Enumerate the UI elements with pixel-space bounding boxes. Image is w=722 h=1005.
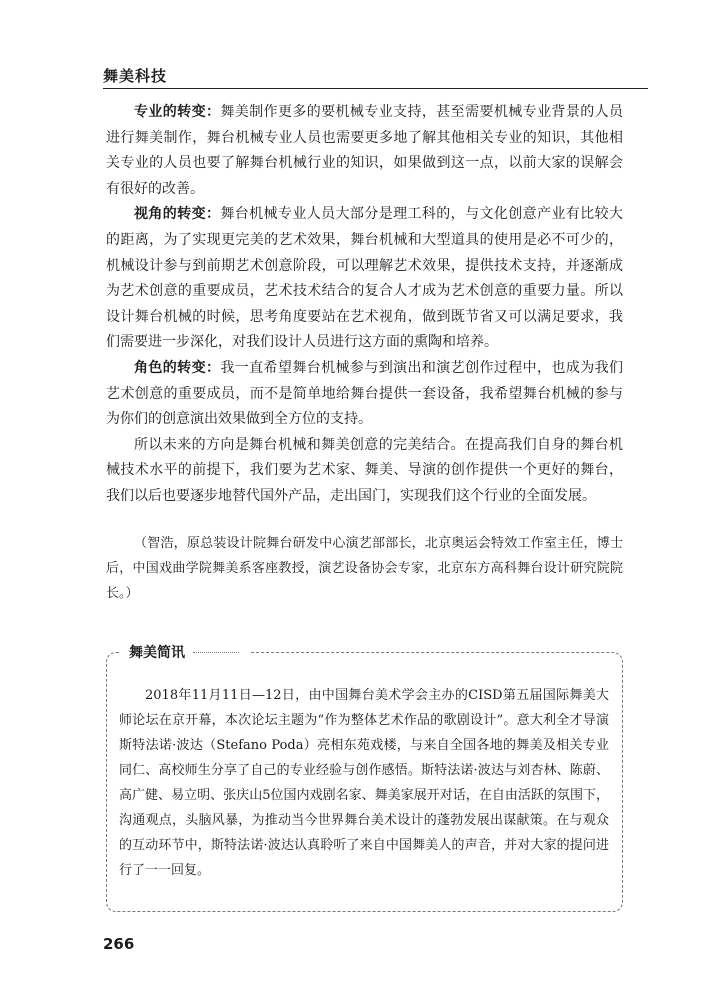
paragraph-text: 所以未来的方向是舞台机械和舞美创意的完美结合。在提高我们自身的舞台机械技术水平的前提下，我们要为艺术家、舞美、导演的创作提供一个更好的舞台，我们以后也要逐步地替代国外产品，走出国门，实现我们这个行业的全面发展。 [106, 436, 623, 504]
news-box-title [119, 642, 249, 662]
paragraph-lead: 角色的转变： [134, 359, 221, 376]
news-body-text: 2018年11月11日—12日，由中国舞台美术学会主办的CISD第五届国际舞美大师论坛在京开幕，本次论坛主题为“作为整体艺术作品的歌剧设计”。意大利全才导演斯特法诺·波达（Stefano Poda）亮相东苑戏楼，与来自全国各地的舞美及相关专业同仁、高校师生分享了自己的专业经验与创作感悟。斯特法诺·波达与刘杏林、陈蔚、高广健、易立明、张庆山5位国内戏剧名家、舞美家展开对话，在自由活跃的氛围下，沟通观点，头脑风暴，为推动当今世界舞台美术设计的蓬勃发展出谋献策。在与观众的互动环节中，斯特法诺·波达认真聆听了来自中国舞美人的声音，并对大家的提问进行了一一回复。 [119, 688, 609, 878]
paragraph-lead: 视角的转变： [134, 206, 221, 223]
paragraph-text: 我一直希望舞台机械参与到演出和演艺创作过程中，也成为我们艺术创意的重要成员，而不是简单地给舞台提供一套设备，我希望舞台机械的参与为你们的创意演出效果做到全方位的支持。 [106, 359, 624, 428]
paragraph-perspective-shift [106, 202, 623, 356]
news-box [106, 645, 623, 912]
article-body [106, 100, 623, 510]
paragraph-future-direction [106, 433, 623, 510]
header-title: 舞美科技 [103, 67, 168, 85]
author-bio-text: （智浩，原总装设计院舞台研发中心演艺部部长，北京奥运会特效工作室主任，博士后，中国戏曲学院舞美系客座教授，演艺设备协会专家，北京东方高科舞台设计研究院院长。） [106, 536, 623, 601]
page-number: 266 [103, 935, 135, 953]
paragraph-text: 舞美制作更多的要机械专业支持，甚至需要机械专业背景的人员进行舞美制作，舞台机械专业人员也需要更多地了解其他相关专业的知识，其他相关专业的人员也要了解舞台机械行业的知识，如果做到这一点，以前大家的误解会有很好的改善。 [106, 104, 624, 197]
paragraph-text: 舞台机械专业人员大部分是理工科的，与文化创意产业有比较大的距离，为了实现更完美的艺术效果，舞台机械和大型道具的使用是必不可少的，机械设计参与到前期艺术创意阶段，可以理解艺术效果，提供技术支持，并逐渐成为艺术创意的重要成员，艺术技术结合的复合人才成为艺术创意的重要力量。所以设计舞台机械的时候，思考角度要站在艺术视角，做到既节省又可以满足要求，我们需要进一步深化，对我们设计人员进行这方面的熏陶和培养。 [106, 206, 624, 351]
author-bio [106, 531, 623, 606]
news-box-title-text: 舞美简讯 [129, 645, 185, 661]
running-header [103, 62, 648, 89]
paragraph-lead: 专业的转变： [134, 104, 221, 120]
dotted-divider [193, 652, 239, 653]
paragraph-professional-shift [106, 100, 623, 202]
news-body [119, 683, 609, 883]
paragraph-role-shift [106, 356, 623, 433]
